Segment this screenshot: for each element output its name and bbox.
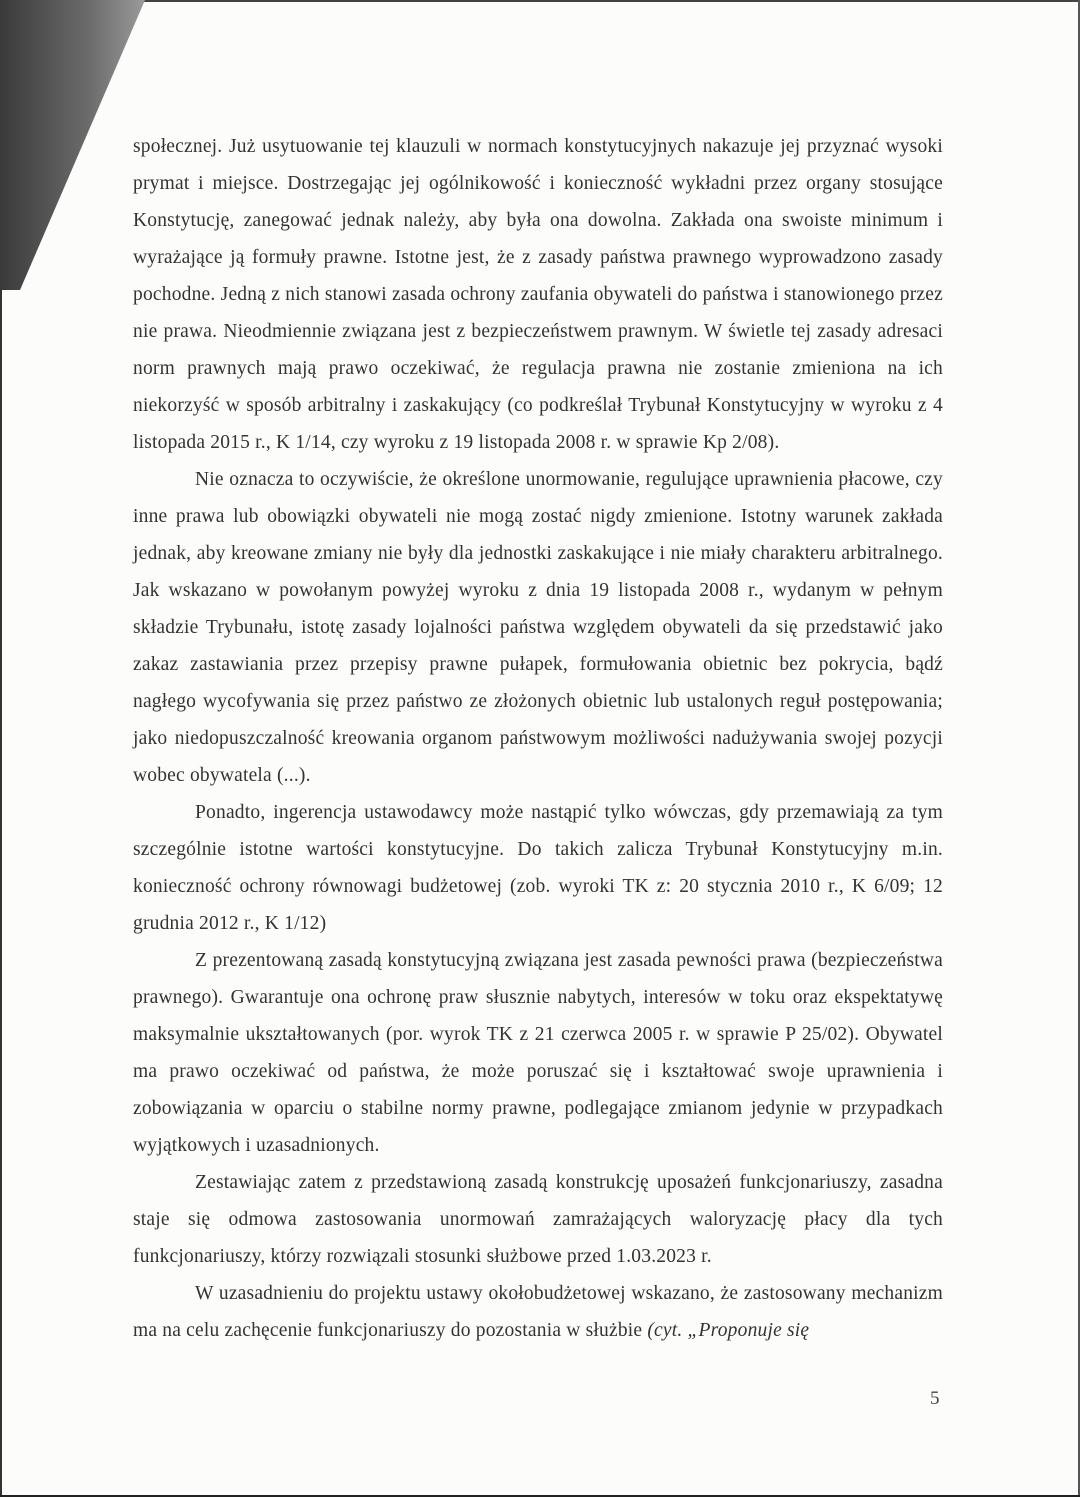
scan-edge-top bbox=[0, 0, 1080, 2]
paragraph-6-italic-quote: (cyt. „Proponuje się bbox=[647, 1320, 810, 1341]
paragraph-2: Nie oznacza to oczywiście, że określone unormowanie, regulujące uprawnienia płacowe, czy inne prawa lub obowiązki obywateli nie mogą zostać nigdy zmienione. Istotny warunek zakłada jednak, aby kreowane zmiany nie były dla jednostki zaskakujące i nie miały charakteru arbitralnego. Jak wskazano w powołanym powyżej wyroku z dnia 19 listopada 2008 r., wydanym w pełnym składzie Trybunału, istotę zasady lojalności państwa względem obywateli da się przedstawić jako zakaz zastawiania przez przepisy prawne pułapek, formułowania obietnic bez pokrycia, bądź nagłego wycofywania się przez państwo ze złożonych obietnic lub ustalonych reguł postępowania; jako niedopuszczalność kreowania organom państwowym możliwości nadużywania swojej pozycji wobec obywatela (...). bbox=[133, 469, 943, 786]
paragraph-4: Z prezentowaną zasadą konstytucyjną związana jest zasada pewności prawa (bezpieczeństwa prawnego). Gwarantuje ona ochronę praw słusznie nabytych, interesów w toku oraz ekspektatywę maksymalnie ukształtowanych (por. wyrok TK z 21 czerwca 2005 r. w sprawie P 25/02). Obywatel ma prawo oczekiwać od państwa, że może poruszać się i kształtować swoje uprawnienia i zobowiązania w oparciu o stabilne normy prawne, podlegające zmianom jedynie w przypadkach wyjątkowych i uzasadnionych. bbox=[133, 950, 943, 1156]
paragraph-3: Ponadto, ingerencja ustawodawcy może nastąpić tylko wówczas, gdy przemawiają za tym szczególnie istotne wartości konstytucyjne. Do takich zalicza Trybunał Konstytucyjny m.in. konieczność ochrony równowagi budżetowej (zob. wyroki TK z: 20 stycznia 2010 r., K 6/09; 12 grudnia 2012 r., K 1/12) bbox=[133, 802, 943, 934]
paragraph-6 bbox=[133, 1275, 943, 1349]
document-body bbox=[133, 128, 943, 1349]
paragraph-5: Zestawiając zatem z przedstawioną zasadą konstrukcję uposażeń funkcjonariuszy, zasadna staje się odmowa zastosowania unormowań zamrażających waloryzację płacy dla tych funkcjonariuszy, którzy rozwiązali stosunki służbowe przed 1.03.2023 r. bbox=[133, 1172, 943, 1267]
paragraph-1: społecznej. Już usytuowanie tej klauzuli w normach konstytucyjnych nakazuje jej przyznać wysoki prymat i miejsce. Dostrzegając jej ogólnikowość i konieczność wykładni przez organy stosujące Konstytucję, zanegować jednak należy, aby była ona dowolna. Zakłada ona swoiste minimum i wyrażające ją formuły prawne. Istotne jest, że z zasady państwa prawnego wyprowadzono zasady pochodne. Jedną z nich stanowi zasada ochrony zaufania obywateli do państwa i stanowionego przez nie prawa. Nieodmiennie związana jest z bezpieczeństwem prawnym. W świetle tej zasady adresaci norm prawnych mają prawo oczekiwać, że regulacja prawna nie zostanie zmieniona na ich niekorzyść w sposób arbitralny i zaskakujący (co podkreślał Trybunał Konstytucyjny w wyroku z 4 listopada 2015 r., K 1/14, czy wyroku z 19 listopada 2008 r. w sprawie Kp 2/08). bbox=[133, 136, 943, 453]
page-number: 5 bbox=[930, 1388, 940, 1409]
paragraph-6-text: W uzasadnieniu do projektu ustawy okołobudżetowej wskazano, że zastosowany mechanizm ma na celu zachęcenie funkcjonariuszy do pozostania w służbie bbox=[133, 1283, 943, 1341]
